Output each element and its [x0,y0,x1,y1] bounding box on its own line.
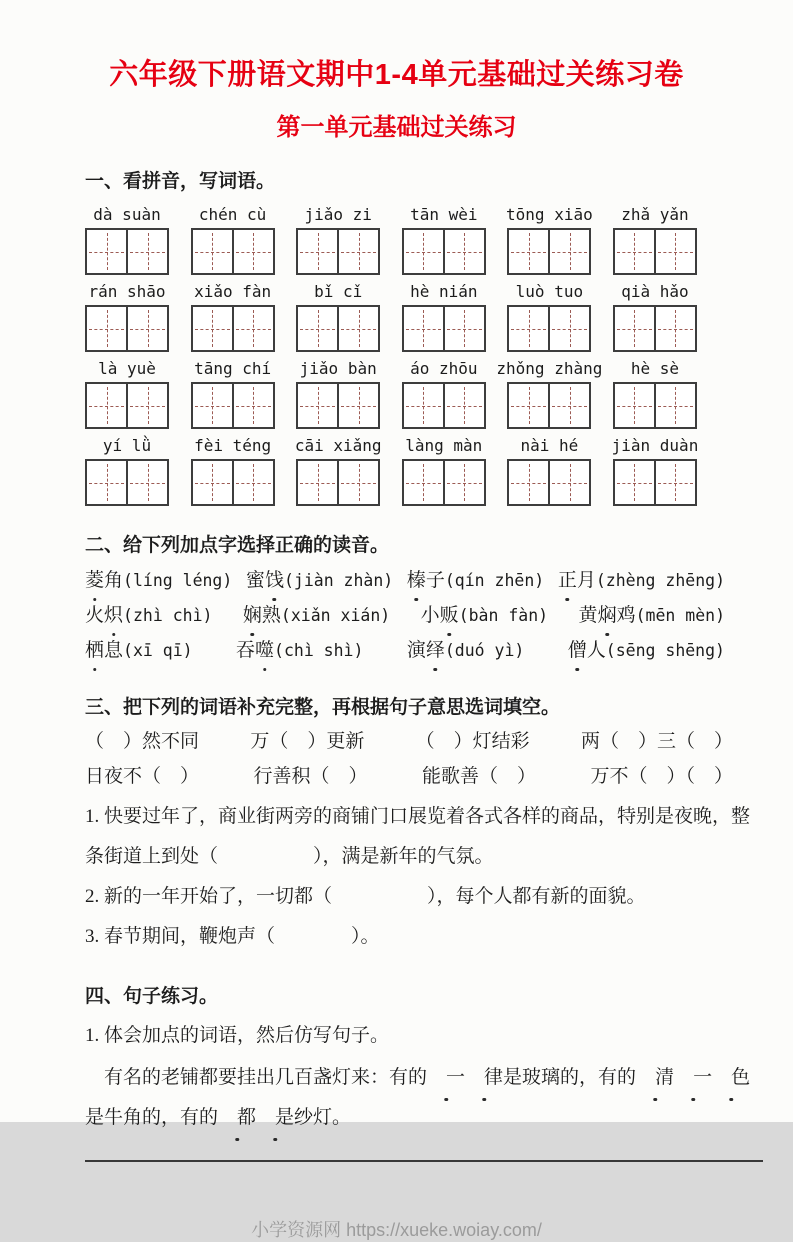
grid-cell [337,230,378,273]
grid-cell [615,384,654,427]
idiom-row [85,759,733,794]
word-item: 栖息(xī qī) [85,633,193,668]
writing-grid [85,305,169,352]
pinyin-label: hè nián [410,282,478,301]
grid-cell [232,230,273,273]
pinyin-word-block [191,282,275,352]
pinyin-label: yí lǜ [102,436,152,455]
grid-cell [654,461,695,504]
grid-cell [193,461,232,504]
word-line [85,633,725,668]
dotted-character: 一 [674,1058,712,1098]
pinyin-label: dà suàn [93,205,161,224]
pinyin-label: zhǎ yǎn [621,205,689,224]
grid-cell [193,384,232,427]
idiom-item: 两（ ）三（ ） [580,731,733,752]
pinyin-label: chén cù [198,205,267,224]
footer-divider [85,1160,763,1162]
pinyin-label: làng màn [405,436,483,455]
writing-grid [507,382,591,429]
pinyin-label: zhǒng zhàng [496,359,603,378]
grid-cell [298,307,337,350]
writing-grid [402,228,486,275]
writing-grid [507,228,591,275]
grid-cell [548,230,589,273]
dotted-character: 色 [712,1058,750,1098]
fill-in-sentence: 1. 快要过年了，商业街两旁的商铺门口展览着各式各样的商品，特别是夜晚，整条街道上到处（ ），满是新年的气氛。 [85,806,751,867]
grid-cell [509,461,548,504]
reading-options: (duó yì) [444,641,525,660]
idiom-item: 能歌善（ ） [421,766,536,787]
writing-grid [85,228,169,275]
dotted-character: 律 [465,1058,503,1098]
writing-grid [613,305,697,352]
page-title: 六年级下册语文期中1-4单元基础过关练习卷 [109,59,684,91]
pinyin-label: cāi xiǎng [294,436,382,455]
grid-cell [298,461,337,504]
reading-options: (jiàn zhàn) [283,571,394,590]
pinyin-word-block [296,436,380,506]
dotted-character: 绎 [426,633,445,668]
pinyin-word-block [85,282,169,352]
pinyin-label: fèi téng [194,436,272,455]
grid-cell [337,461,378,504]
dotted-character: 正 [558,563,577,598]
writing-grid [296,228,380,275]
pinyin-label: bǐ cǐ [314,282,363,301]
dotted-character: 一 [427,1058,465,1098]
pinyin-row [85,205,697,275]
grid-cell [443,307,484,350]
pinyin-word-block [296,359,380,429]
pinyin-label: áo zhōu [410,359,478,378]
pronunciation-choice-area [85,563,763,668]
pinyin-label: qià hǎo [621,282,689,301]
grid-cell [87,230,126,273]
grid-cell [443,384,484,427]
grid-cell [654,384,695,427]
grid-cell [404,384,443,427]
pinyin-word-block [507,205,591,275]
dotted-character: 贩 [440,598,459,633]
pinyin-word-block [191,205,275,275]
grid-cell [126,384,167,427]
grid-cell [443,461,484,504]
grid-cell [337,307,378,350]
pinyin-word-block [613,359,697,429]
grid-cell [232,461,273,504]
footer-credit: 小学资源网 https://xueke.woiay.com/ [251,1220,542,1240]
word-item: 榛子(qín zhēn) [407,563,544,598]
idiom-item: 万（ ）更新 [250,731,365,752]
dotted-character: 榛 [407,563,426,598]
pinyin-label: jiǎo zi [304,205,372,224]
reading-options: (zhèng zhēng) [595,571,725,590]
grid-cell [87,307,126,350]
writing-grid [191,305,275,352]
reading-options: (xī qī) [123,641,193,660]
pinyin-label: tān wèi [410,205,478,224]
writing-grid [191,382,275,429]
grid-cell [87,461,126,504]
grid-cell [548,307,589,350]
pinyin-word-block [507,436,591,506]
dotted-character: 栖 [85,633,104,668]
pinyin-label: nài hé [520,436,579,455]
pinyin-word-block [613,282,697,352]
pinyin-word-block [191,359,275,429]
pinyin-word-block [613,205,697,275]
writing-grid [296,382,380,429]
grid-cell [337,384,378,427]
grid-cell [193,230,232,273]
writing-grid [296,459,380,506]
pinyin-row [85,282,697,352]
writing-grid [296,305,380,352]
idiom-completion-area [85,724,763,794]
dotted-character: 饯 [265,563,284,598]
pinyin-grid-area [85,205,697,506]
pinyin-word-block [402,436,486,506]
reading-options: (bàn fàn) [458,606,549,625]
page-subtitle: 第一单元基础过关练习 [276,114,517,141]
grid-cell [615,461,654,504]
writing-grid [613,382,697,429]
writing-grid [85,459,169,506]
pinyin-word-block [402,205,486,275]
idiom-item: 万不（ ）（ ） [590,766,733,787]
pinyin-label: rán shāo [88,282,166,301]
dotted-character: 噬 [255,633,274,668]
dotted-character: 僧 [568,633,587,668]
section4-heading: 四、句子练习。 [85,986,219,1007]
word-line [85,598,725,633]
dotted-character: 清 [636,1058,674,1098]
grid-cell [87,384,126,427]
idiom-item: （ ）灯结彩 [415,731,530,752]
reading-options: (xiǎn xián) [280,606,391,625]
word-item: 蜜饯(jiàn zhàn) [246,563,393,598]
grid-cell [615,230,654,273]
grid-cell [298,384,337,427]
writing-grid [191,228,275,275]
dotted-character: 菱 [85,563,104,598]
grid-cell [232,384,273,427]
pinyin-word-block [85,359,169,429]
pinyin-row [85,359,697,429]
pinyin-word-block [402,359,486,429]
pinyin-label: hè sè [630,359,680,378]
word-item: 正月(zhèng zhēng) [558,563,725,598]
pinyin-label: jiàn duàn [611,436,699,455]
writing-grid [191,459,275,506]
section1-heading: 一、看拼音，写词语。 [85,171,276,192]
idiom-item: （ ）然不同 [85,731,200,752]
word-item: 火炽(zhì chì) [85,598,212,633]
word-item: 小贩(bàn fàn) [421,598,548,633]
pinyin-word-block [85,205,169,275]
fill-in-sentence: 2. 新的一年开始了，一切都（ ），每个人都有新的面貌。 [85,886,646,907]
pinyin-word-block [496,359,603,429]
grid-cell [654,307,695,350]
grid-cell [298,230,337,273]
pinyin-word-block [296,282,380,352]
pinyin-word-block [296,205,380,275]
fill-in-sentence: 3. 春节期间，鞭炮声（ ）。 [85,926,380,947]
idiom-item: 日夜不（ ） [85,766,200,787]
writing-grid [613,228,697,275]
dotted-character: 娴 [243,598,262,633]
section4-instruction: 1. 体会加点的词语，然后仿写句子。 [85,1025,390,1046]
fill-in-sentences-area [85,797,763,957]
word-line [85,563,725,598]
grid-cell [509,307,548,350]
reading-options: (chì shì) [274,641,364,660]
section2-heading: 二、给下列加点字选择正确的读音。 [85,535,390,556]
word-item: 菱角(líng léng) [85,563,232,598]
word-item: 吞噬(chì shì) [236,633,363,668]
pinyin-word-block [507,282,591,352]
writing-grid [85,382,169,429]
writing-grid [507,305,591,352]
writing-grid [613,459,697,506]
reading-options: (zhì chì) [123,606,213,625]
pinyin-word-block [85,436,169,506]
grid-cell [509,230,548,273]
idiom-item: 行善积（ ） [253,766,368,787]
pinyin-label: luò tuo [515,282,584,301]
pinyin-row [85,436,697,506]
grid-cell [404,307,443,350]
idiom-row [85,724,733,759]
writing-grid [402,459,486,506]
writing-grid [402,382,486,429]
grid-cell [232,307,273,350]
example-sentence: 有名的老铺都要挂出几百盏灯来：有的 一 律是玻璃的，有的 清 一 色是牛角的，有的 都 是纱灯。 [85,1058,763,1138]
grid-cell [404,461,443,504]
pinyin-label: xiǎo fàn [194,282,272,301]
pinyin-label: là yuè [98,359,156,378]
pinyin-word-block [402,282,486,352]
pinyin-label: tāng chí [194,359,272,378]
section3-heading: 三、把下列的词语补充完整，再根据句子意思选词填空。 [85,697,561,718]
grid-cell [548,384,589,427]
grid-cell [126,461,167,504]
dotted-character: 焖 [598,598,617,633]
word-item: 僧人(sēng shēng) [568,633,725,668]
reading-options: (mēn mèn) [635,606,725,625]
reading-options: (sēng shēng) [605,641,725,660]
grid-cell [193,307,232,350]
grid-cell [404,230,443,273]
pinyin-word-block [191,436,275,506]
grid-cell [126,230,167,273]
pinyin-word-block [613,436,697,506]
grid-cell [654,230,695,273]
word-item: 娴熟(xiǎn xián) [243,598,390,633]
reading-options: (líng léng) [123,571,233,590]
word-item: 黄焖鸡(mēn mèn) [579,598,725,633]
dotted-character: 炽 [104,598,123,633]
dotted-character: 都 [218,1098,256,1138]
grid-cell [443,230,484,273]
pinyin-label: tōng xiāo [506,205,593,224]
grid-cell [548,461,589,504]
grid-cell [126,307,167,350]
dotted-character: 是 [256,1098,294,1138]
grid-cell [615,307,654,350]
pinyin-label: jiǎo bàn [299,359,377,378]
writing-grid [507,459,591,506]
word-item: 演绎(duó yì) [407,633,525,668]
reading-options: (qín zhēn) [444,571,545,590]
grid-cell [509,384,548,427]
writing-grid [402,305,486,352]
